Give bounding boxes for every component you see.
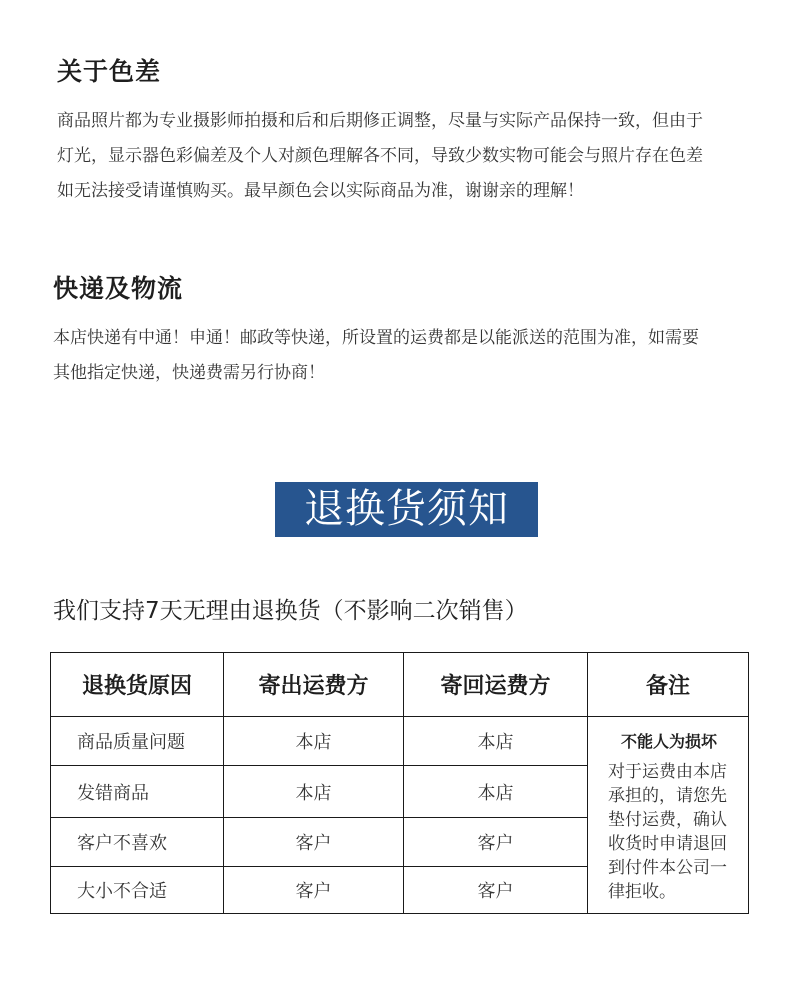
note-line: 收货时申请退回 xyxy=(608,834,727,854)
header-reason: 退换货原因 xyxy=(51,653,224,717)
color-difference-text xyxy=(57,104,703,209)
table-row xyxy=(51,717,749,766)
color-difference-title: 关于色差 xyxy=(57,57,162,86)
reason-cell: 大小不合适 xyxy=(51,867,224,914)
reason-cell: 发错商品 xyxy=(51,766,224,818)
reason-cell: 商品质量问题 xyxy=(51,717,224,766)
return-cell: 本店 xyxy=(404,717,588,766)
returns-table xyxy=(50,652,749,914)
table-header-row xyxy=(51,653,749,717)
color-difference-line: 灯光，显示器色彩偏差及个人对颜色理解各不同，导致少数实物可能会与照片存在色差 xyxy=(57,146,703,166)
note-line: 垫付运费，确认 xyxy=(608,810,727,830)
note-cell xyxy=(588,717,749,914)
header-send-shipping: 寄出运费方 xyxy=(224,653,404,717)
note-line: 对于运费由本店 xyxy=(608,762,727,782)
note-line: 到付件本公司一 xyxy=(608,858,727,878)
send-cell: 本店 xyxy=(224,717,404,766)
shipping-text xyxy=(53,321,699,391)
header-note: 备注 xyxy=(588,653,749,717)
color-difference-line: 如无法接受请谨慎购买。最早颜色会以实际商品为准，谢谢亲的理解！ xyxy=(57,181,584,201)
color-difference-line: 商品照片都为专业摄影师拍摄和后和后期修正调整，尽量与实际产品保持一致，但由于 xyxy=(57,111,703,131)
note-line: 承担的，请您先 xyxy=(608,786,727,806)
reason-cell: 客户不喜欢 xyxy=(51,818,224,867)
header-return-shipping: 寄回运费方 xyxy=(404,653,588,717)
send-cell: 本店 xyxy=(224,766,404,818)
returns-banner: 退换货须知 xyxy=(275,482,538,537)
shipping-line: 其他指定快递，快递费需另行协商！ xyxy=(53,363,325,383)
shipping-line: 本店快递有中通！申通！邮政等快递，所设置的运费都是以能派送的范围为准，如需要 xyxy=(53,328,699,348)
shipping-title: 快递及物流 xyxy=(53,274,184,303)
return-cell: 客户 xyxy=(404,867,588,914)
note-body xyxy=(608,760,738,904)
note-line: 律拒收。 xyxy=(608,882,676,902)
return-cell: 客户 xyxy=(404,818,588,867)
send-cell: 客户 xyxy=(224,818,404,867)
returns-policy: 我们支持7天无理由退换货（不影响二次销售） xyxy=(53,598,528,624)
return-cell: 本店 xyxy=(404,766,588,818)
send-cell: 客户 xyxy=(224,867,404,914)
note-heading: 不能人为损坏 xyxy=(620,732,717,751)
